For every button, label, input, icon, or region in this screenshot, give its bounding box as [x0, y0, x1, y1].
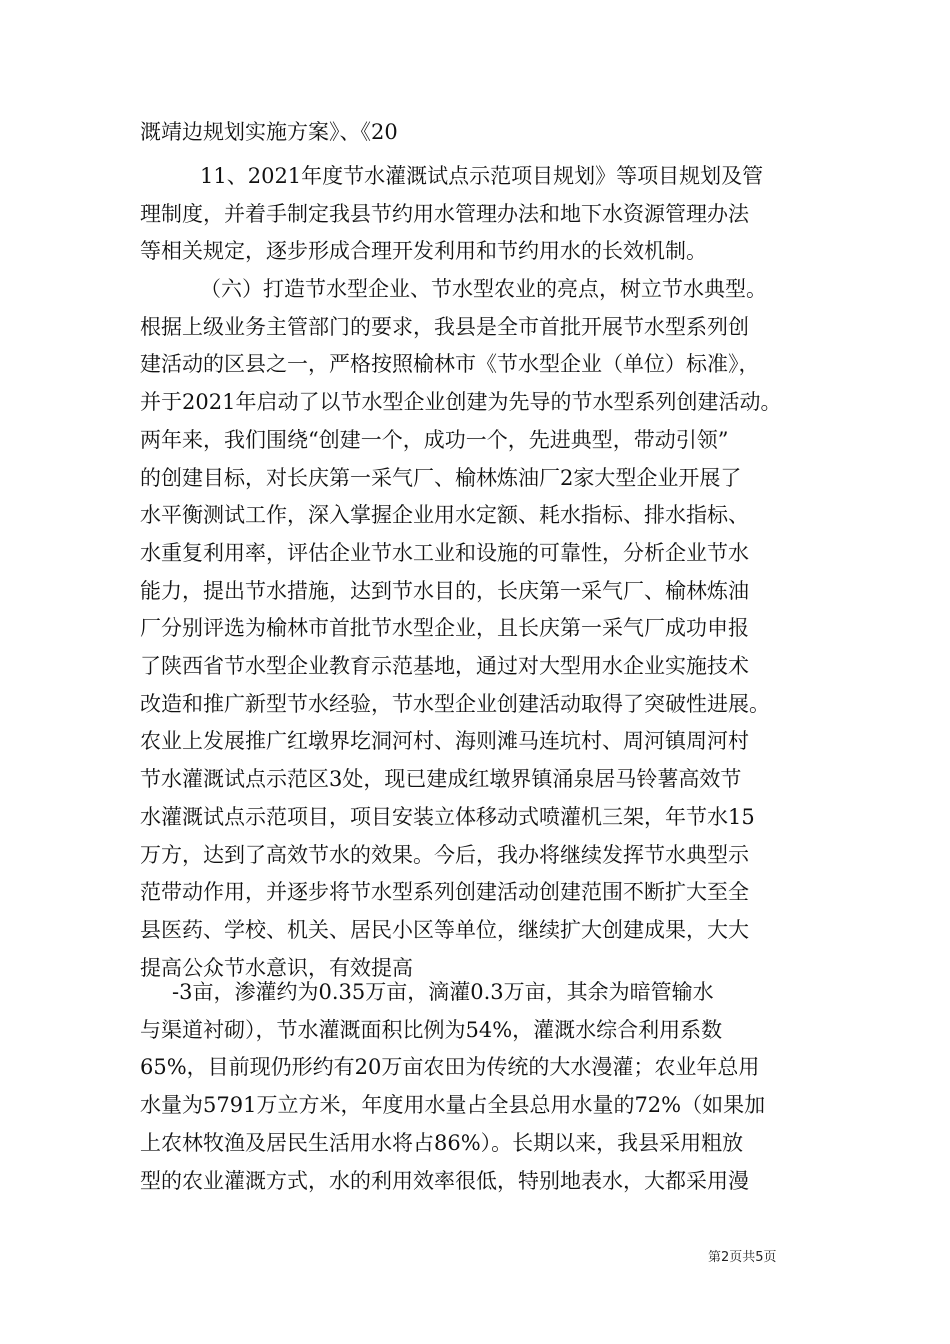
- text-line: 县医药、学校、机关、居民小区等单位，继续扩大创建成果，大大: [140, 918, 749, 942]
- text-line: 溉靖边规划实施方案》、《20: [140, 120, 398, 144]
- text-line: 农业上发展推广红墩界圪洞河村、海则滩马连坑村、周河镇周河村: [140, 729, 749, 753]
- text-line: 两年来，我们围绕“创建一个，成功一个，先进典型，带动引领”: [140, 428, 729, 452]
- text-line: 65%，目前现仍形约有20万亩农田为传统的大水漫灌；农业年总用: [140, 1055, 760, 1079]
- text-line: 型的农业灌溉方式，水的利用效率很低，特别地表水，大都采用漫: [140, 1169, 749, 1193]
- text-line: 水量为5791万立方米，年度用水量占全县总用水量的72%（如果加: [140, 1093, 766, 1117]
- text-line: 水平衡测试工作，深入掌握企业用水定额、耗水指标、排水指标、: [140, 503, 749, 527]
- text-line: 能力，提出节水措施，达到节水目的，长庆第一采气厂、榆林炼油: [140, 579, 749, 603]
- text-line: 上农林牧渔及居民生活用水将占86%）。长期以来，我县采用粗放: [140, 1131, 744, 1155]
- text-line: 水灌溉试点示范项目，项目安装立体移动式喷灌机三架，年节水15: [140, 805, 755, 829]
- text-line: 范带动作用，并逐步将节水型系列创建活动创建范围不断扩大至全: [140, 880, 749, 904]
- text-line: 与渠道衬砌），节水灌溉面积比例为54%，灌溉水综合利用系数: [140, 1018, 723, 1042]
- text-line: 理制度，并着手制定我县节约用水管理办法和地下水资源管理办法: [140, 202, 749, 226]
- text-line: 水重复利用率，评估企业节水工业和设施的可靠性，分析企业节水: [140, 541, 749, 565]
- text-line: 改造和推广新型节水经验，节水型企业创建活动取得了突破性进展。: [140, 692, 770, 716]
- text-line: 厂分别评选为榆林市首批节水型企业，且长庆第一采气厂成功申报: [140, 616, 749, 640]
- text-line: 根据上级业务主管部门的要求，我县是全市首批开展节水型系列创: [140, 315, 749, 339]
- text-line: 11、2021年度节水灌溉试点示范项目规划》等项目规划及管: [200, 164, 764, 188]
- text-line: 等相关规定，逐步形成合理开发利用和节约用水的长效机制。: [140, 239, 707, 263]
- text-line: 万方，达到了高效节水的效果。今后，我办将继续发挥节水典型示: [140, 843, 749, 867]
- text-line: 提高公众节水意识，有效提高: [140, 956, 413, 980]
- text-line: 的创建目标，对长庆第一采气厂、榆林炼油厂2家大型企业开展了: [140, 466, 742, 490]
- text-line: 建活动的区县之一，严格按照榆林市《节水型企业（单位）标准》，: [140, 352, 760, 376]
- text-line: （六）打造节水型企业、节水型农业的亮点，树立节水典型。: [200, 277, 767, 301]
- text-line: 节水灌溉试点示范区3处，现已建成红墩界镇涌泉居马铃薯高效节: [140, 767, 742, 791]
- text-line: 并于2021年启动了以节水型企业创建为先导的节水型系列创建活动。: [140, 390, 782, 414]
- text-line: -3亩，渗灌约为0.35万亩，滴灌0.3万亩，其余为暗管输水: [172, 980, 714, 1004]
- text-line: 了陕西省节水型企业教育示范基地，通过对大型用水企业实施技术: [140, 654, 749, 678]
- page-footer: 第2页共5页: [708, 1250, 777, 1265]
